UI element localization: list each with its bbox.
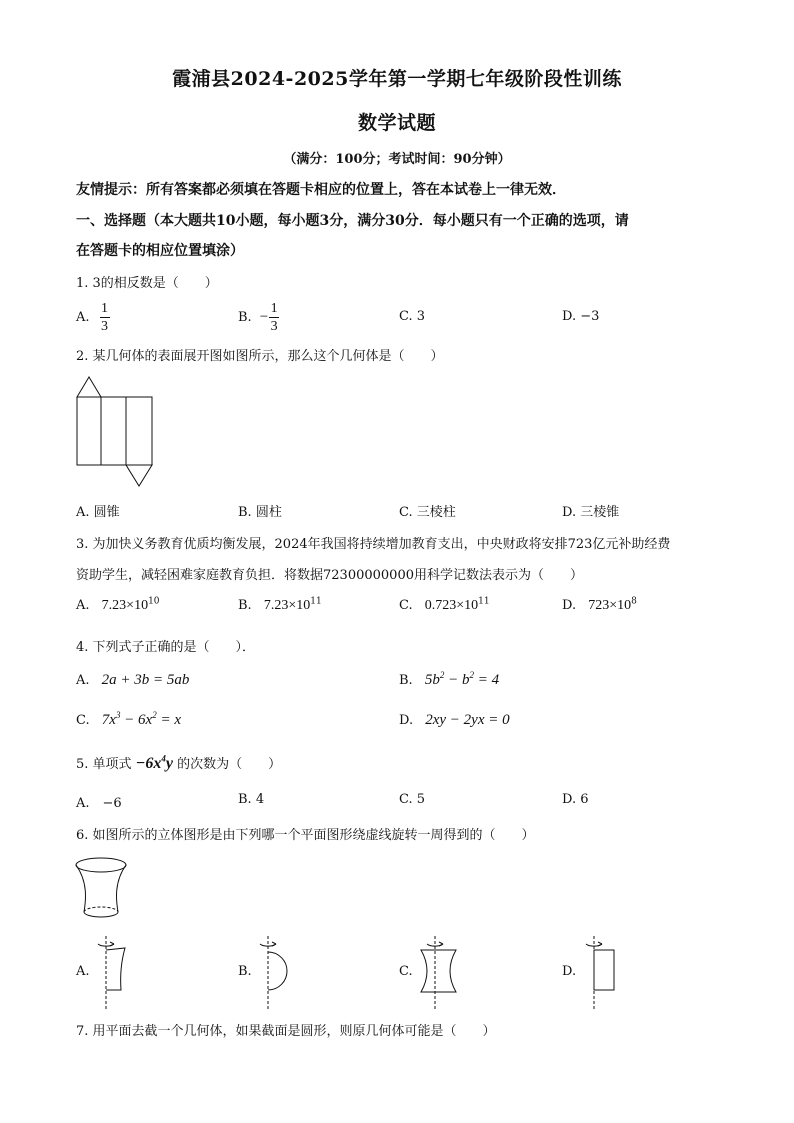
q1-option-b-fraction (269, 301, 279, 334)
q6-option-d-figure (582, 934, 622, 1012)
q6-option-c[interactable]: C. (399, 964, 413, 979)
section-heading-line2: 在答题卡的相应位置填涂） (76, 243, 244, 259)
q3-option-d-label: D. (562, 598, 577, 613)
q6-option-d[interactable]: D. (562, 964, 577, 979)
solid-figure-flared-cup (74, 856, 130, 922)
q4-d-expression: 2xy − 2yx = 0 (425, 712, 510, 728)
section-heading-line1: 一、选择题（本大题共10小题，每小题3分，满分30分．每小题只有一个正确的选项，请 (76, 213, 629, 229)
exam-title: 霞浦县2024-2025学年第一学期七年级阶段性训练 (172, 68, 622, 90)
q2-option-d[interactable]: D. 三棱锥 (562, 505, 620, 520)
q3-option-b-label: B. (238, 598, 252, 613)
q4-option-c[interactable] (76, 712, 181, 729)
q4-a-expression: 2a + 3b = 5ab (101, 672, 190, 688)
triangular-prism-net-figure (76, 376, 156, 488)
q1-b-sign: − (259, 308, 269, 325)
q3-b-base: 7.23×10 (263, 598, 311, 613)
friendly-tip: 友情提示：所有答案都必须填在答题卡相应的位置上，答在本试卷上一律无效． (76, 182, 566, 198)
q5-stem-post: 的次数为（ ） (177, 757, 282, 772)
q3-option-d[interactable] (562, 598, 637, 614)
q3-option-c[interactable] (399, 598, 490, 614)
q5-option-a[interactable]: A. −6 (76, 796, 122, 811)
q1-option-b[interactable] (238, 300, 279, 334)
q6-stem: 6. 如图所示的立体图形是由下列哪一个平面图形绕虚线旋转一周得到的（ ） (76, 828, 535, 843)
exam-info: （满分：100分；考试时间：90分钟） (283, 152, 511, 167)
q5-option-c[interactable]: C. 5 (399, 792, 426, 807)
q3-stem-line2: 资助学生，减轻困难家庭教育负担．将数据72300000000用科学记数法表示为（ ） (76, 568, 583, 583)
q4-option-b[interactable] (399, 672, 499, 689)
q1-option-a-label: A. (76, 309, 90, 325)
q1-option-c[interactable]: C. 3 (399, 309, 426, 324)
exam-subtitle: 数学试题 (357, 112, 436, 134)
q3-c-base: 0.723×10 (424, 598, 479, 613)
q4-stem: 4. 下列式子正确的是（ ）． (76, 640, 256, 655)
q3-a-exponent: 10 (148, 596, 160, 607)
q1-option-a[interactable] (76, 300, 110, 334)
q4-b-expression: $5b^2 - b^2 = 4$ (424, 670, 500, 688)
q3-option-c-label: C. (399, 598, 413, 613)
q3-d-exponent: 8 (631, 596, 637, 607)
q3-a-base: 7.23×10 (101, 598, 149, 613)
q5-option-b[interactable]: B. 4 (238, 792, 265, 807)
q6-option-b-figure (258, 934, 294, 1012)
q2-stem: 2. 某几何体的表面展开图如图所示，那么这个几何体是（ ） (76, 349, 444, 364)
q5-monomial: $-6x^4y$ (135, 753, 173, 772)
q1-a-numerator: 1 (101, 300, 109, 316)
q1-option-b-label: B. (238, 309, 252, 325)
q5-option-d[interactable]: D. 6 (562, 792, 589, 807)
q1-a-denominator: 3 (101, 318, 109, 334)
q5-stem (76, 753, 281, 773)
q4-option-c-label: C. (76, 713, 90, 728)
q1-option-d[interactable]: D. −3 (562, 309, 600, 324)
q6-option-a[interactable]: A. (76, 964, 90, 979)
q2-option-b[interactable]: B. 圆柱 (238, 505, 282, 520)
q6-option-c-figure (418, 934, 468, 1012)
q4-c-expression: $7x^3 - 6x^2 = x$ (101, 710, 181, 728)
q4-option-a-label: A. (76, 673, 90, 688)
q3-d-base: 723×10 (588, 598, 632, 613)
q5-stem-pre: 5. 单项式 (76, 757, 132, 772)
q2-option-a[interactable]: A. 圆锥 (76, 505, 120, 520)
q1-stem: 1. 3的相反数是（ ） (76, 276, 218, 291)
q1-b-numerator: 1 (270, 300, 278, 316)
q4-option-d-label: D. (399, 713, 414, 728)
q1-option-a-fraction (100, 301, 110, 334)
q3-c-exponent: 11 (478, 596, 490, 607)
q7-stem: 7. 用平面去截一个几何体，如果截面是圆形，则原几何体可能是（ ） (76, 1024, 496, 1039)
q2-option-c[interactable]: C. 三棱柱 (399, 505, 456, 520)
q4-option-a[interactable] (76, 672, 189, 689)
q3-option-b[interactable] (238, 598, 322, 614)
q6-option-b[interactable]: B. (238, 964, 252, 979)
q3-option-a-label: A. (76, 598, 90, 613)
q4-option-d[interactable] (399, 712, 510, 729)
q6-option-a-figure (95, 934, 131, 1012)
q3-stem-line1: 3. 为加快义务教育优质均衡发展，2024年我国将持续增加教育支出，中央财政将安排723亿元补助经费 (76, 537, 671, 552)
q4-option-b-label: B. (399, 673, 413, 688)
q3-option-a[interactable] (76, 598, 160, 614)
q3-b-exponent: 11 (310, 596, 322, 607)
q1-b-denominator: 3 (270, 318, 278, 334)
